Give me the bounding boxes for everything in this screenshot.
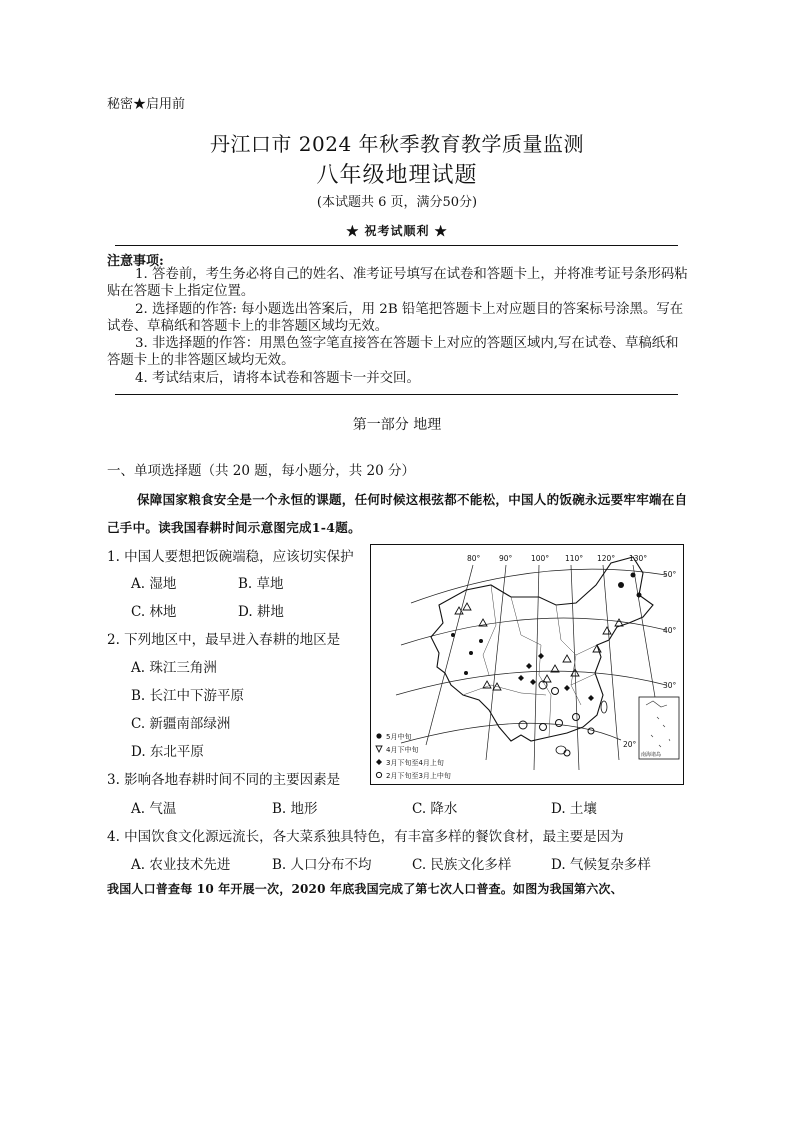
inset-label: 南海诸岛 xyxy=(641,752,662,758)
q3-option-d[interactable]: D. 土壤 xyxy=(551,801,597,817)
svg-text:30°: 30° xyxy=(663,681,677,690)
q2-option-a[interactable]: A. 珠江三角洲 xyxy=(131,660,217,676)
latitude-lines xyxy=(396,569,666,743)
svg-text:20°: 20° xyxy=(623,740,637,749)
q2-option-c[interactable]: C. 新疆南部绿洲 xyxy=(131,716,231,732)
q4-option-d[interactable]: D. 气候复杂多样 xyxy=(551,857,651,873)
exam-subtitle: (本试题共 6 页，满分50分) xyxy=(316,195,478,210)
question-1-stem: 1. 中国人要想把饭碗端稳，应该切实保护 xyxy=(107,549,354,565)
svg-text:120°: 120° xyxy=(597,554,616,563)
legend-february: 2月下旬至3月上中旬 xyxy=(386,772,451,780)
legend-april: 4月下中旬 xyxy=(386,746,419,754)
south-china-sea-inset xyxy=(639,697,679,759)
q3-option-c[interactable]: C. 降水 xyxy=(412,801,458,817)
divider-bottom xyxy=(115,394,678,395)
q3-option-a[interactable]: A. 气温 xyxy=(131,801,177,817)
q4-option-b[interactable]: B. 人口分布不均 xyxy=(272,857,372,873)
notice-item: 2. 选择题的作答: 每小题选出答案后，用 2B 铅笔把答题卡上对应题目的答案标号涂黑。写在试卷、草稿纸和答题卡上的非答题区域均无效。 xyxy=(107,301,684,334)
legend-march: 3月下旬至4月上旬 xyxy=(386,759,444,767)
spring-plowing-map xyxy=(370,544,684,785)
question-3-stem: 3. 影响各地春耕时间不同的主要因素是 xyxy=(107,772,341,788)
notice-list xyxy=(107,266,689,387)
legend-may: 5月中旬 xyxy=(386,733,412,741)
section-title: 一、单项选择题（共 20 题，每小题分，共 20 分） xyxy=(107,463,416,479)
taiwan-shape xyxy=(601,701,607,713)
q4-option-c[interactable]: C. 民族文化多样 xyxy=(412,857,512,873)
svg-text:130°: 130° xyxy=(629,554,648,563)
q2-option-b[interactable]: B. 长江中下游平原 xyxy=(131,688,245,704)
svg-text:50°: 50° xyxy=(663,570,677,579)
notice-item: 1. 答卷前，考生务必将自己的姓名、准考证号填写在试卷和答题卡上，并将准考证号条形码粘贴在答题卡上指定位置。 xyxy=(107,267,688,300)
part-title: 第一部分 地理 xyxy=(352,417,442,433)
next-passage: 我国人口普查每 10 年开展一次，2020 年底我国完成了第七次人口普查。如图为我国第六次、 xyxy=(107,882,623,896)
good-luck-line: ★ 祝考试顺利 ★ xyxy=(346,224,448,238)
q4-option-a[interactable]: A. 农业技术先进 xyxy=(131,857,231,873)
longitude-labels xyxy=(467,554,647,563)
svg-text:90°: 90° xyxy=(499,554,513,563)
q3-option-b[interactable]: B. 地形 xyxy=(272,801,318,817)
notice-item: 3. 非选择题的作答：用黑色签字笔直接答在答题卡上对应的答题区域内,写在试卷、草稿纸和答题卡上的非答题区域均无效。 xyxy=(107,336,679,369)
q2-option-d[interactable]: D. 东北平原 xyxy=(131,744,204,760)
question-2-stem: 2. 下列地区中，最早进入春耕的地区是 xyxy=(107,632,341,648)
svg-text:40°: 40° xyxy=(663,626,677,635)
q1-option-c[interactable]: C. 林地 xyxy=(131,604,177,620)
notice-heading: 注意事项: xyxy=(107,254,164,269)
exam-title: 丹江口市 2024 年秋季教育教学质量监测 xyxy=(209,132,585,156)
markers-february-march xyxy=(519,681,594,756)
svg-text:110°: 110° xyxy=(565,554,584,563)
notice-item: 4. 考试结束后，请将本试卷和答题卡一并交回。 xyxy=(135,370,420,386)
q1-option-a[interactable]: A. 湿地 xyxy=(131,576,177,592)
svg-text:100°: 100° xyxy=(531,554,550,563)
markers-may-mid xyxy=(451,573,642,676)
q1-option-d[interactable]: D. 耕地 xyxy=(238,604,284,620)
confidential-mark: 秘密★启用前 xyxy=(107,97,186,112)
question-4-stem: 4. 中国饮食文化源远流长，各大菜系独具特色，有丰富多样的餐饮食材，最主要是因为 xyxy=(107,829,624,845)
divider-top xyxy=(115,245,678,246)
svg-text:80°: 80° xyxy=(467,554,481,563)
q1-option-b[interactable]: B. 草地 xyxy=(238,576,284,592)
passage-intro: 保障国家粮食安全是一个永恒的课题，任何时候这根弦都不能松，中国人的饭碗永远要牢牢端在自己手中。读我国春耕时间示意图完成1-4题。 xyxy=(107,492,688,535)
map-legend xyxy=(376,732,451,780)
exam-subject: 八年级地理试题 xyxy=(316,163,478,188)
